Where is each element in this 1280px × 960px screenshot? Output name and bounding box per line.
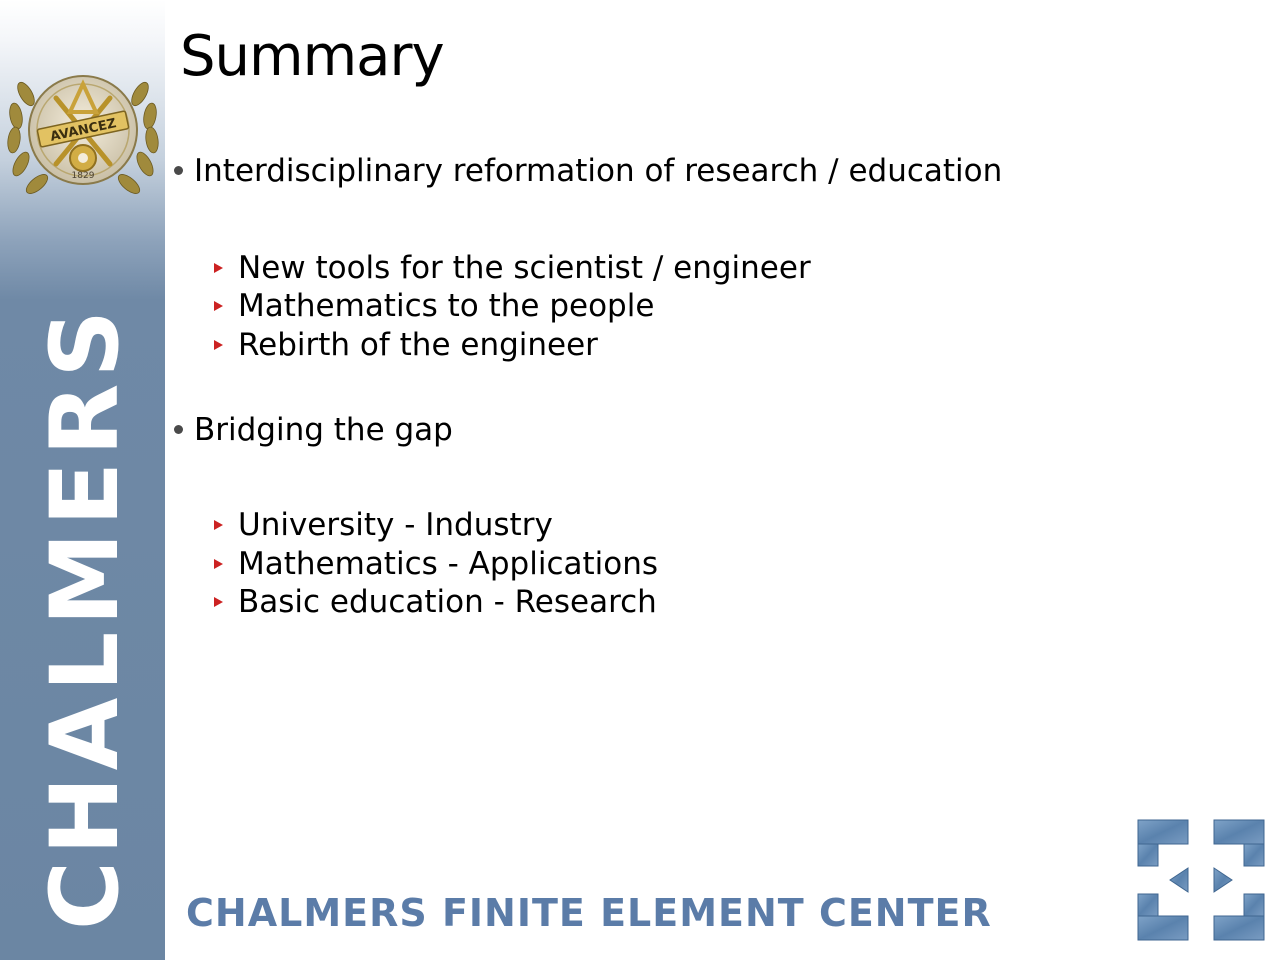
bullet-dot-icon <box>174 425 183 434</box>
bullet-text: Bridging the gap <box>194 412 453 448</box>
sub-bullet-text: Rebirth of the engineer <box>238 327 598 363</box>
chalmers-seal-icon <box>4 54 162 208</box>
slide-title: Summary <box>180 24 444 89</box>
sub-bullet-text: Mathematics - Applications <box>238 546 659 582</box>
sub-bullet-item <box>214 545 658 583</box>
sub-bullet-text: University - Industry <box>238 507 553 543</box>
bullet-dot-icon <box>174 166 183 175</box>
triangle-bullet-icon <box>214 263 223 273</box>
sub-bullet-item <box>214 326 598 364</box>
sub-bullet-text: Basic education - Research <box>238 584 657 620</box>
sub-bullet-text: New tools for the scientist / engineer <box>238 250 811 286</box>
seal-motto: AVANCEZ <box>48 116 118 145</box>
footer-center-name: CHALMERS FINITE ELEMENT CENTER <box>186 891 992 935</box>
triangle-bullet-icon <box>214 301 223 311</box>
bullet-item <box>174 152 1002 190</box>
seal-year: 1829 <box>71 171 95 181</box>
sidebar-vertical-wordmark: CHALMERS <box>31 303 140 930</box>
sub-bullet-item <box>214 287 654 325</box>
bullet-text: Interdisciplinary reformation of research / education <box>194 153 1003 189</box>
bullet-item <box>174 411 453 449</box>
sub-bullet-text: Mathematics to the people <box>238 288 655 324</box>
triangle-bullet-icon <box>214 340 223 350</box>
triangle-bullet-icon <box>214 520 223 530</box>
triangle-bullet-icon <box>214 559 223 569</box>
sub-bullet-item <box>214 249 811 287</box>
triangle-bullet-icon <box>214 597 223 607</box>
sub-bullet-item <box>214 506 553 544</box>
chalmers-sidebar <box>0 0 165 960</box>
sub-bullet-item <box>214 583 657 621</box>
finite-element-center-logo-icon <box>1134 816 1268 944</box>
